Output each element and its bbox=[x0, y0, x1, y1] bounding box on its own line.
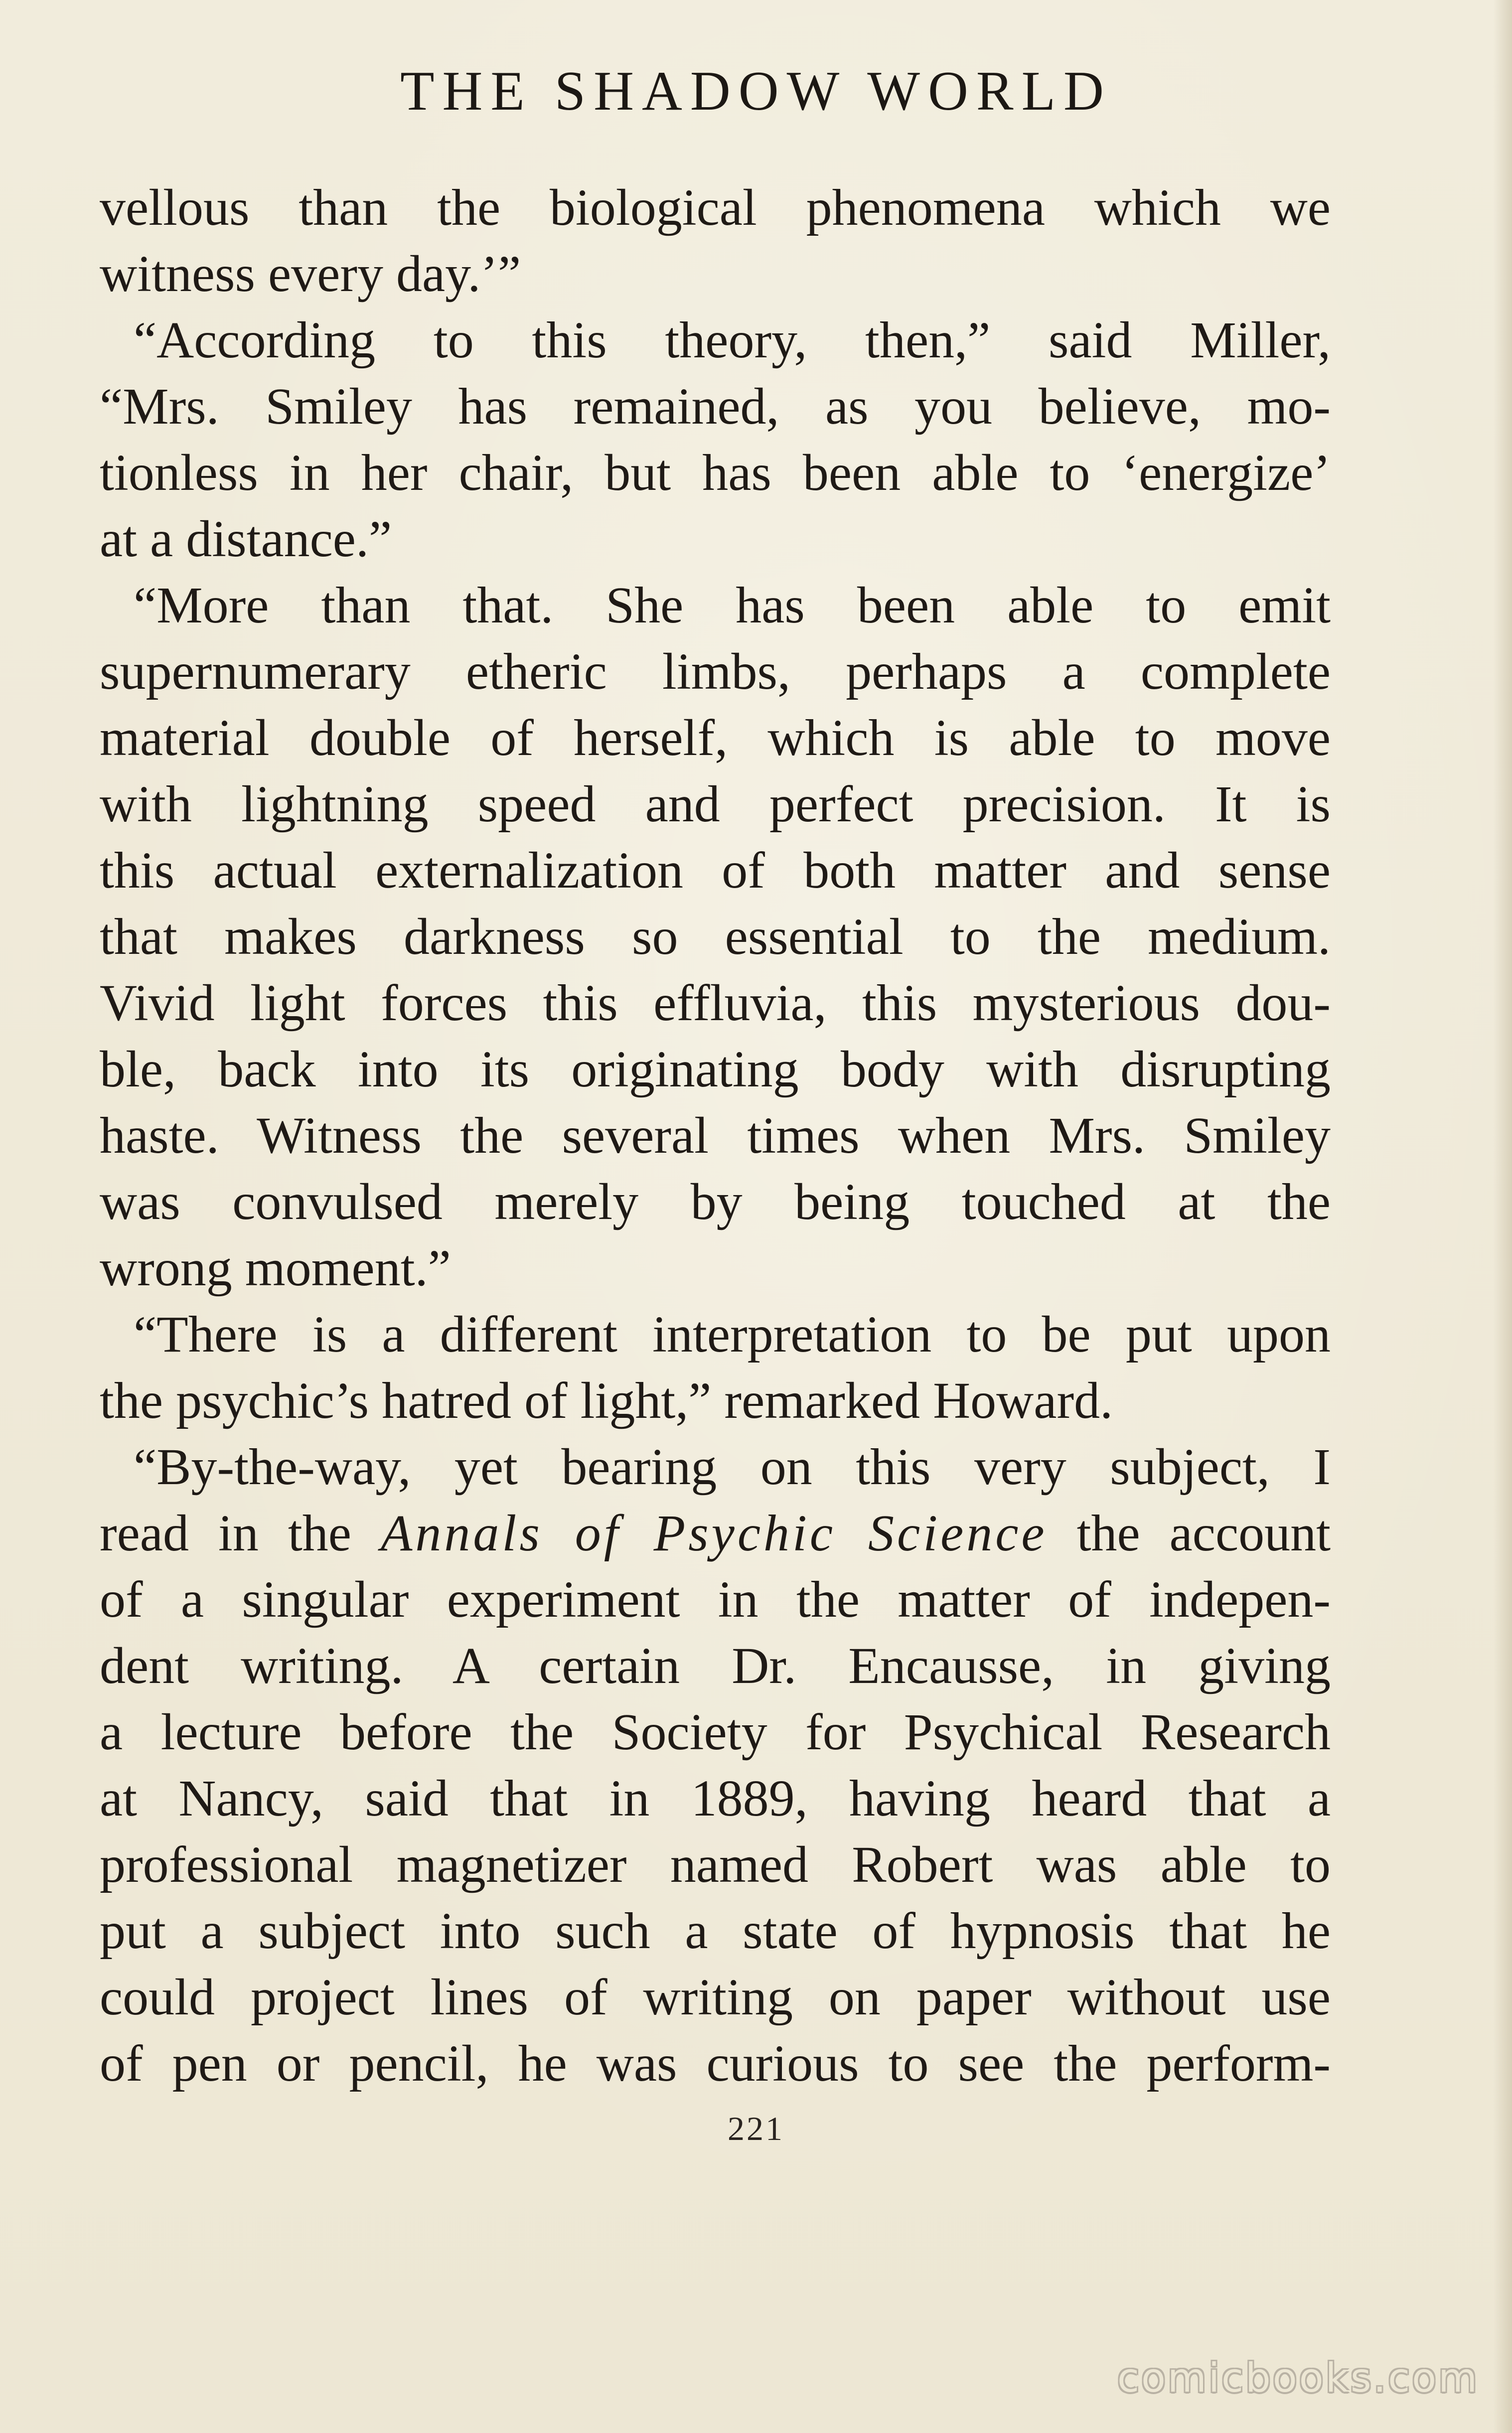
body-text bbox=[100, 174, 1331, 2097]
italic-title: Annals of Psychic Science bbox=[380, 1505, 1048, 1562]
text-line: at Nancy, said that in 1889, having heard that a bbox=[100, 1770, 1331, 1827]
text-line: that makes darkness so essential to the medium. bbox=[100, 908, 1331, 965]
text-line: vellous than the biological phenomena which we bbox=[100, 179, 1331, 236]
watermark-logo: comicbooks.com bbox=[1117, 2355, 1479, 2401]
text-segment: the account bbox=[1047, 1505, 1331, 1562]
page-edge-shadow bbox=[1493, 0, 1512, 2433]
text-segment: read in the bbox=[100, 1505, 381, 1562]
text-line: this actual externalization of both matter and sense bbox=[100, 842, 1331, 899]
text-line: the psychic’s hatred of light,” remarked Howard. bbox=[100, 1372, 1113, 1429]
text-line: wrong moment.” bbox=[100, 1239, 451, 1297]
text-line: of pen or pencil, he was curious to see the perform- bbox=[100, 2035, 1331, 2092]
running-head: THE SHADOW WORLD bbox=[400, 60, 1112, 122]
text-line: material double of herself, which is able to move bbox=[100, 709, 1331, 766]
text-line: ble, back into its originating body with disrupting bbox=[100, 1041, 1331, 1098]
text-line: could project lines of writing on paper without use bbox=[100, 1969, 1331, 2026]
text-line: haste. Witness the several times when Mrs. Smiley bbox=[100, 1107, 1331, 1164]
text-line: of a singular experiment in the matter of indepen- bbox=[100, 1571, 1331, 1628]
text-line: “Mrs. Smiley has remained, as you believe, mo- bbox=[100, 378, 1331, 435]
text-line: was convulsed merely by being touched at the bbox=[100, 1173, 1331, 1230]
text-line: with lightning speed and perfect precision. It is bbox=[100, 775, 1331, 833]
text-line: a lecture before the Society for Psychical Research bbox=[100, 1703, 1331, 1761]
text-line: witness every day.’” bbox=[100, 245, 521, 303]
text-line bbox=[100, 1500, 1331, 1566]
text-line: “According to this theory, then,” said Miller, bbox=[134, 311, 1331, 369]
text-line: at a distance.” bbox=[100, 510, 392, 568]
text-line: dent writing. A certain Dr. Encausse, in giving bbox=[100, 1637, 1331, 1694]
text-line: “By-the-way, yet bearing on this very subject, I bbox=[134, 1438, 1331, 1496]
text-line: “More than that. She has been able to emit bbox=[134, 577, 1331, 634]
text-line: “There is a different interpretation to be put upon bbox=[134, 1306, 1331, 1363]
text-line: Vivid light forces this effluvia, this mysterious dou- bbox=[100, 974, 1331, 1032]
text-line: supernumerary etheric limbs, perhaps a complete bbox=[100, 643, 1331, 700]
text-line: tionless in her chair, but has been able to ‘energize’ bbox=[100, 444, 1331, 501]
text-line: professional magnetizer named Robert was able to bbox=[100, 1836, 1331, 1893]
page-number: 221 bbox=[728, 2110, 784, 2147]
text-line: put a subject into such a state of hypnosis that he bbox=[100, 1902, 1331, 1960]
